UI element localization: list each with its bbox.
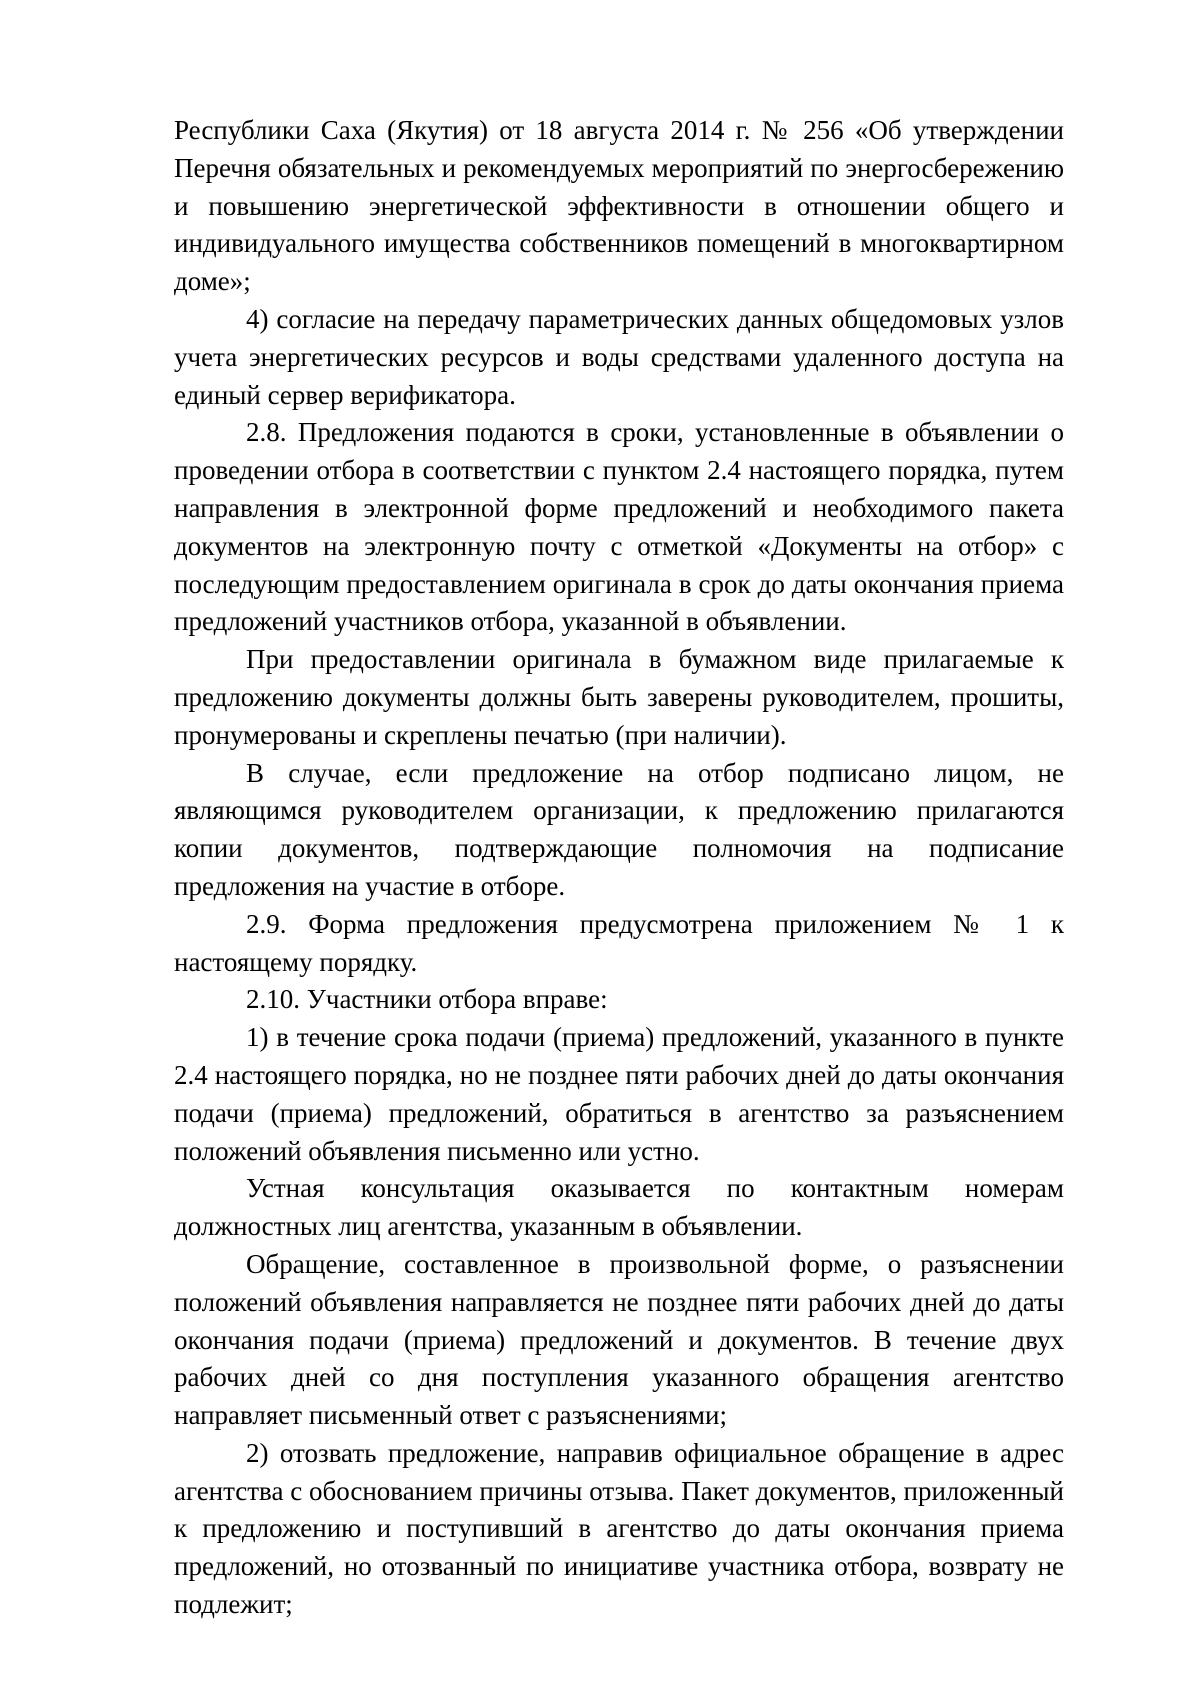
paragraph-4: При предоставлении оригинала в бумажном виде прилагаемые к предложению документы должны быть заверены руководителем, прошиты, пронумерованы и скреплены печатью (при наличии). [174, 644, 1064, 750]
paragraph-8: 1) в течение срока подачи (приема) предложений, указанного в пункте 2.4 настоящего порядка, но не позднее пяти рабочих дней до даты окончания подачи (приема) предложений, обратиться в агентство за разъяснением положений объявления письменно или устно. [174, 1022, 1064, 1166]
paragraph-6: 2.9. Форма предложения предусмотрена приложением № 1 к настоящему порядку. [174, 908, 1064, 977]
paragraph-2: 4) согласие на передачу параметрических данных общедомовых узлов учета энергетических ресурсов и воды средствами удаленного доступа на единый сервер верификатора. [174, 303, 1064, 410]
paragraph-3: 2.8. Предложения подаются в сроки, установленные в объявлении о проведении отбора в соответствии с пунктом 2.4 настоящего порядка, путем направления в электронной форме предложений и необходимого пакета документов на электронную почту с отметкой «Документы на отбор» с последующим предоставлением оригинала в срок до даты окончания приема предложений участников отбора, указанной в объявлении. [174, 417, 1064, 637]
paragraph-9: Устная консультация оказывается по контактным номерам должностных лиц агентства, указанным в объявлении. [174, 1173, 1064, 1242]
paragraph-1: Республики Саха (Якутия) от 18 августа 2014 г. № 256 «Об утверждении Перечня обязательных и рекомендуемых мероприятий по энергосбережению и повышению энергетической эффективности в отношении общего и индивидуального имущества собственников помещений в многоквартирном доме»; [174, 115, 1064, 297]
document-page [174, 112, 1064, 1624]
paragraph-10: Обращение, составленное в произвольной форме, о разъяснении положений объявления направляется не позднее пяти рабочих дней до даты окончания подачи (приема) предложений и документов. В течение двух рабочих дней со дня поступления указанного обращения агентство направляет письменный ответ с разъяснениями; [174, 1248, 1064, 1431]
paragraph-7: 2.10. Участники отбора вправе: [246, 984, 608, 1015]
paragraph-5: В случае, если предложение на отбор подписано лицом, не являющимся руководителем организации, к предложению прилагаются копии документов, подтверждающие полномочия на подписание предложения на участие в отборе. [174, 757, 1064, 901]
paragraph-11: 2) отозвать предложение, направив официальное обращение в адрес агентства с обоснованием причины отзыва. Пакет документов, приложенный к предложению и поступивший в агентство до даты окончания приема предложений, но отозванный по инициативе участника отбора, возврату не подлежит; [174, 1437, 1064, 1620]
